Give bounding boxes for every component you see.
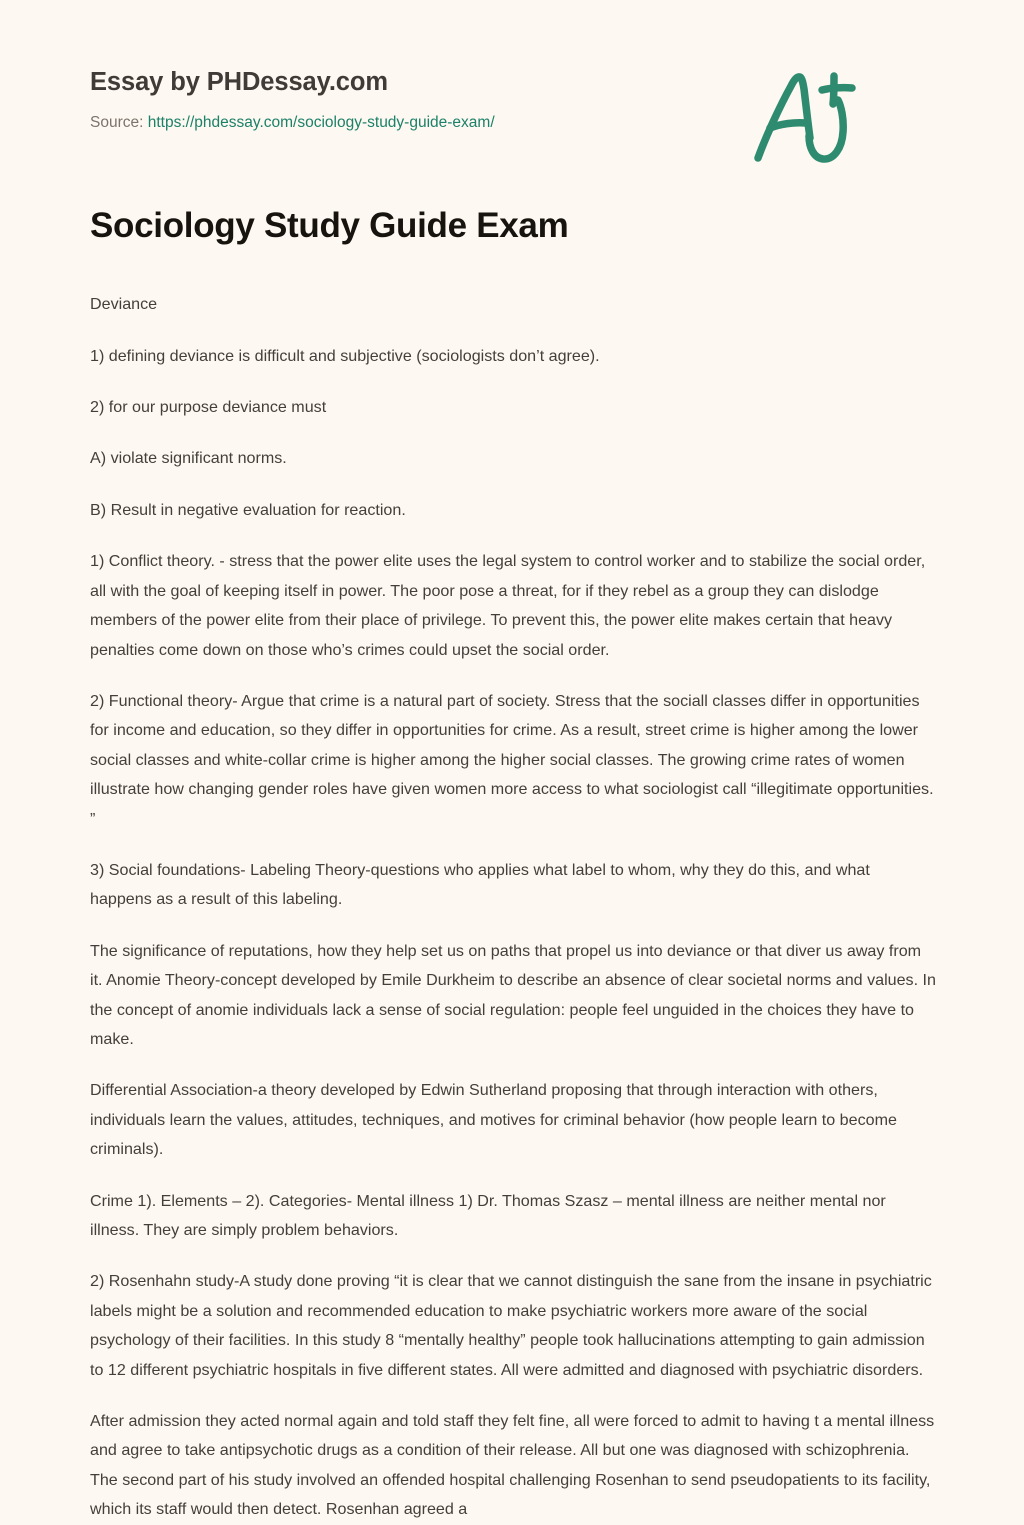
paragraph: Deviance	[90, 295, 158, 314]
a-plus-logo	[746, 62, 866, 170]
paragraph: After admission they acted normal again and told staff they felt fine, all were forced to admit to having t a mental illness and agree to take antipsychotic drugs as a condition of their release. All but one was diagnosed with schizophrenia. The second part of his study involved an offended hospital challenging Rosenhan to send pseudopatients to its facility, which its staff would then detect. Rosenhan agreed a	[90, 1412, 935, 1519]
paragraph: B) Result in negative evaluation for reaction.	[90, 500, 406, 519]
paragraph: 2) Functional theory- Argue that crime is a natural part of society. Stress that the sociall classes differ in opportunities for income and education, so they differ in opportunities for crime. As a result, street crime is higher among the lower social classes and white-collar crime is higher among the higher social classes. The growing crime rates of women illustrate how changing gender roles have given women more access to what sociologist call “illegitimate opportunities. ”	[90, 691, 934, 828]
paragraph: A) violate significant norms.	[90, 449, 287, 468]
paragraph: 1) defining deviance is difficult and subjective (sociologists don’t agree).	[90, 346, 600, 365]
paragraph: 1) Conflict theory. - stress that the power elite uses the legal system to control worker and to stabilize the social order, all with the goal of keeping itself in power. The poor pose a threat, for if they rebel as a group they can dislodge members of the power elite from their place of privilege. To prevent this, the power elite makes certain that heavy penalties come down on those who’s crimes could upset the social order.	[90, 552, 926, 659]
page-title: Sociology Study Guide Exam	[90, 206, 569, 245]
page-header	[90, 0, 934, 132]
paragraph: Differential Association-a theory developed by Edwin Sutherland proposing that through interaction with others, individuals learn the values, attitudes, techniques, and motives for criminal behavior (how people learn to become criminals).	[90, 1081, 897, 1159]
article-body	[90, 290, 936, 1524]
paragraph: 3) Social foundations- Labeling Theory-questions who applies what label to whom, why they do this, and what happens as a result of this labeling.	[90, 860, 870, 909]
paragraph: 2) for our purpose deviance must	[90, 398, 327, 417]
paragraph: Crime 1). Elements – 2). Categories- Mental illness 1) Dr. Thomas Szasz – mental illness are neither mental nor illness. They are simply problem behaviors.	[90, 1191, 886, 1239]
source-url-link[interactable]: https://phdessay.com/sociology-study-guide-exam/	[147, 114, 495, 132]
paragraph: 2) Rosenhahn study-A study done proving “it is clear that we cannot distinguish the sane from the insane in psychiatric labels might be a solution and recommended education to make psychiatric workers more aware of the social psychology of their facilities. In this study 8 “mentally healthy” people took hallucinations attempting to gain admission to 12 different psychiatric hospitals in five different states. All were admitted and diagnosed with psychiatric disorders.	[90, 1272, 932, 1379]
byline: Essay by PHDessay.com	[90, 68, 388, 96]
source-label: Source:	[90, 114, 144, 132]
paragraph: The significance of reputations, how they help set us on paths that propel us into deviance or that diver us away from it. Anomie Theory-concept developed by Emile Durkheim to describe an absence of clear societal norms and values. In the concept of anomie individuals lack a sense of social regulation: people feel unguided in the choices they have to make.	[90, 941, 936, 1048]
